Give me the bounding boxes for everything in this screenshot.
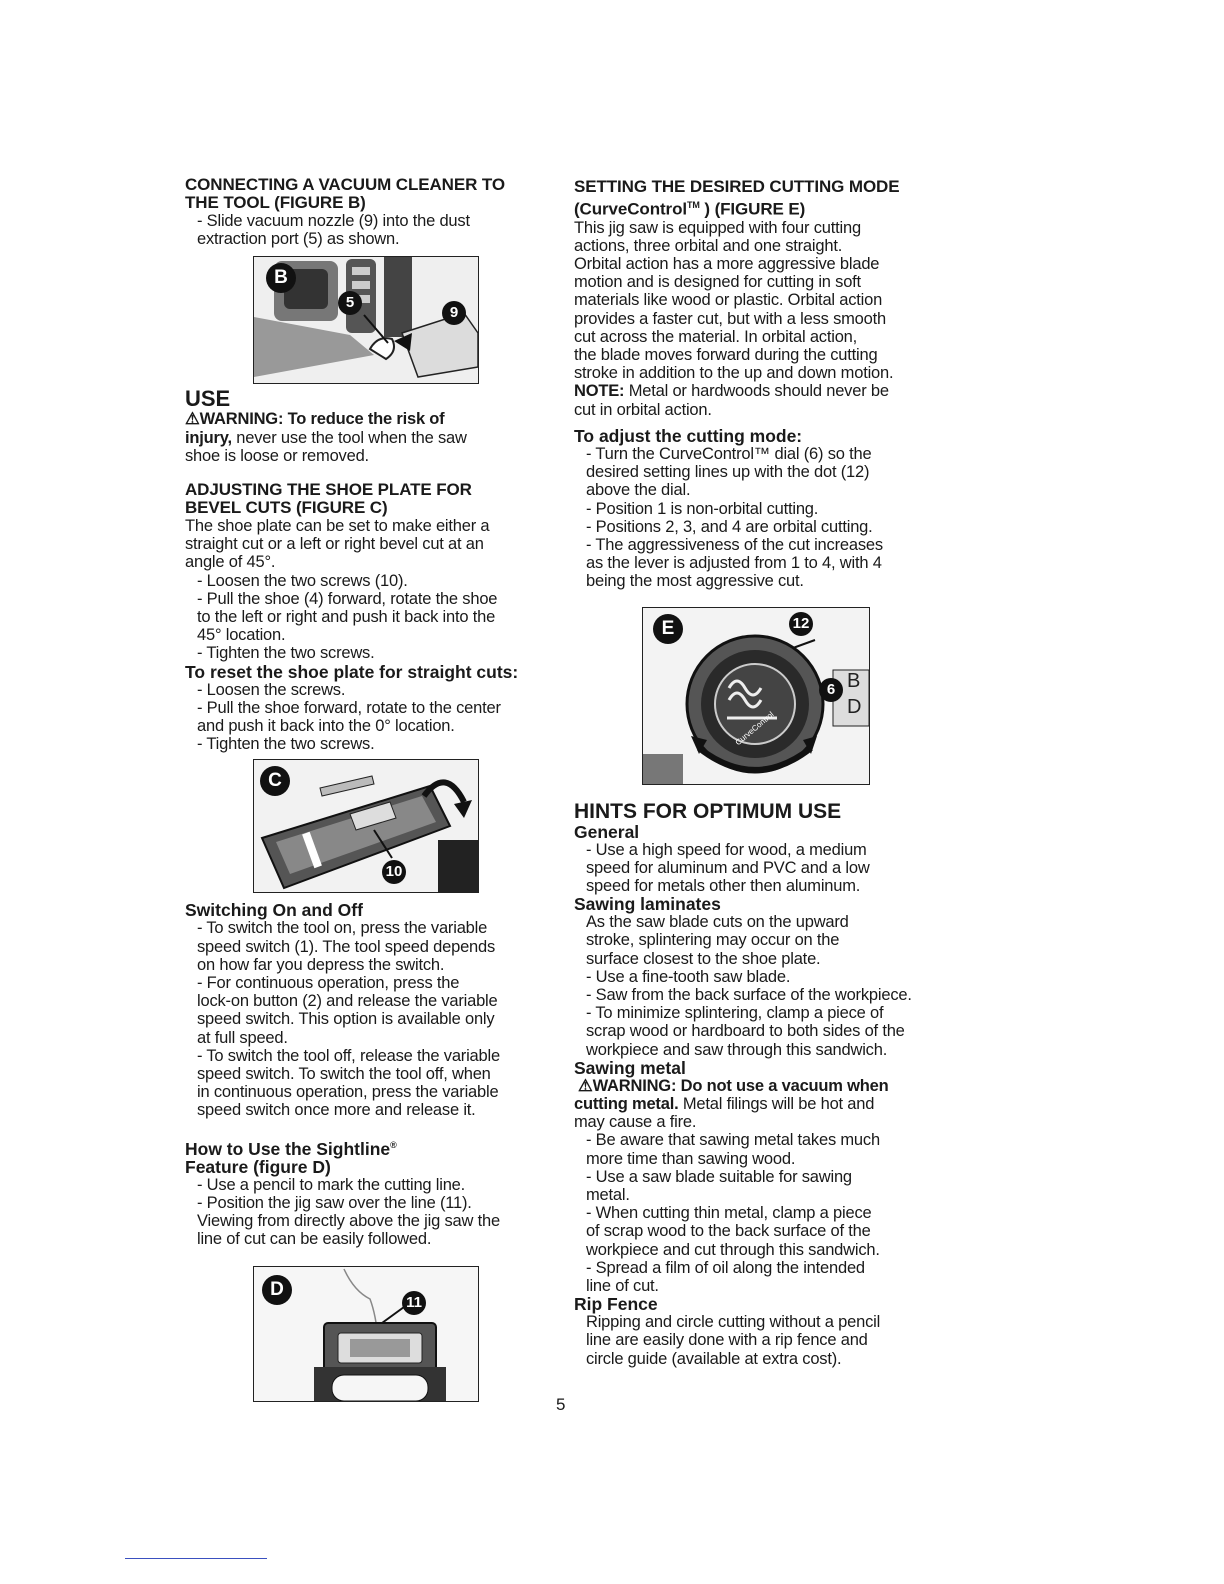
figure-c-badge: C bbox=[260, 766, 290, 796]
metal-warning-line2 bbox=[574, 1095, 944, 1113]
dial-label: CurveControl bbox=[733, 709, 776, 747]
mode-text: motion and is designed for cutting in soft bbox=[574, 273, 861, 292]
hints-title: HINTS FOR OPTIMUM USE bbox=[574, 799, 842, 823]
mode-text: This jig saw is equipped with four cutting bbox=[574, 218, 861, 237]
general-step: - Use a high speed for wood, a medium bbox=[586, 840, 867, 859]
adjust-step: - Position 1 is non-orbital cutting. bbox=[586, 499, 819, 518]
reset-step: - Tighten the two screws. bbox=[197, 735, 375, 754]
mode-heading-line1: SETTING THE DESIRED CUTTING MODE bbox=[574, 177, 900, 196]
adjust-step: as the lever is adjusted from 1 to 4, with 4 bbox=[586, 554, 882, 573]
vacuum-heading-line1: CONNECTING A VACUUM CLEANER TO bbox=[185, 175, 506, 194]
figure-c bbox=[253, 759, 479, 893]
footnote-divider bbox=[125, 1558, 267, 1559]
vacuum-text-line2: extraction port (5) as shown. bbox=[197, 230, 400, 249]
adjust-step: - Positions 2, 3, and 4 are orbital cutting. bbox=[586, 517, 873, 536]
warning-bold2: injury, bbox=[185, 428, 232, 447]
rip-fence-text: circle guide (available at extra cost). bbox=[586, 1349, 842, 1368]
switching-step: on how far you depress the switch. bbox=[197, 955, 445, 974]
trademark-mark: TM bbox=[686, 200, 700, 210]
mode-text: provides a faster cut, but with a less smooth bbox=[574, 309, 886, 328]
metal-step: workpiece and cut through this sandwich. bbox=[586, 1240, 880, 1259]
switching-step: speed switch. This option is available only bbox=[197, 1010, 495, 1029]
mode-text: the blade moves forward during the cutting bbox=[574, 346, 878, 365]
vacuum-heading-line2: THE TOOL (FIGURE B) bbox=[185, 193, 366, 212]
mode-text: stroke in addition to the up and down motion. bbox=[574, 364, 894, 383]
rip-fence-text: line are easily done with a rip fence and bbox=[586, 1331, 868, 1350]
callout-5: 5 bbox=[338, 291, 362, 315]
switching-step: speed switch. To switch the tool off, when bbox=[197, 1065, 491, 1084]
rip-fence-text: Ripping and circle cutting without a pencil bbox=[586, 1313, 881, 1332]
left-column bbox=[185, 176, 555, 1402]
metal-warning-line1 bbox=[574, 1077, 944, 1095]
laminates-step: - Saw from the back surface of the workpiece. bbox=[586, 985, 912, 1004]
sightline-step: - Use a pencil to mark the cutting line. bbox=[197, 1175, 466, 1194]
vacuum-text-line1: - Slide vacuum nozzle (9) into the dust bbox=[197, 212, 470, 230]
note-line2: cut in orbital action. bbox=[574, 400, 712, 419]
shoe-text-line1: The shoe plate can be set to make either a bbox=[185, 517, 490, 536]
laminates-text: stroke, splintering may occur on the bbox=[586, 931, 840, 950]
registered-mark: ® bbox=[390, 1139, 397, 1150]
laminates-step: - To minimize splintering, clamp a piece of bbox=[586, 1004, 884, 1023]
mode-text: materials like wood or plastic. Orbital action bbox=[574, 291, 883, 310]
switching-step: speed switch (1). The tool speed depends bbox=[197, 937, 496, 956]
reset-heading: To reset the shoe plate for straight cuts: bbox=[185, 661, 519, 682]
metal-warning-bold1: WARNING: Do not use a vacuum when bbox=[592, 1076, 889, 1095]
mode-text: cut across the material. In orbital action, bbox=[574, 327, 858, 346]
metal-warning-bold2: cutting metal. bbox=[574, 1094, 679, 1113]
metal-step: line of cut. bbox=[586, 1276, 659, 1295]
sightline-heading-text: How to Use the Sightline bbox=[185, 1138, 391, 1159]
switching-step: - For continuous operation, press the bbox=[197, 974, 460, 993]
metal-heading: Sawing metal bbox=[574, 1057, 686, 1078]
figure-b bbox=[253, 256, 479, 384]
adjust-heading: To adjust the cutting mode: bbox=[574, 425, 803, 446]
mode-heading-line2 bbox=[574, 196, 944, 219]
metal-step: more time than sawing wood. bbox=[586, 1149, 796, 1168]
figure-e-badge: E bbox=[653, 614, 683, 644]
shoe-heading-line2: BEVEL CUTS (FIGURE C) bbox=[185, 498, 388, 518]
switching-step: in continuous operation, press the variable bbox=[197, 1083, 499, 1102]
adjust-step: above the dial. bbox=[586, 481, 691, 500]
general-step: speed for aluminum and PVC and a low bbox=[586, 858, 870, 877]
laminates-step: - Use a fine-tooth saw blade. bbox=[586, 967, 791, 986]
use-title: USE bbox=[185, 386, 231, 412]
warning-icon: ⚠ bbox=[578, 1076, 593, 1095]
laminates-text: As the saw blade cuts on the upward bbox=[586, 913, 849, 932]
shoe-step: 45° location. bbox=[197, 626, 286, 645]
laminates-step: scrap wood or hardboard to both sides of the bbox=[586, 1022, 905, 1041]
mode-heading-b: ) (FIGURE E) bbox=[699, 199, 806, 219]
use-warning-line2 bbox=[185, 429, 555, 447]
use-warning-line3: shoe is loose or removed. bbox=[185, 446, 369, 465]
switching-step: lock-on button (2) and release the variable bbox=[197, 992, 498, 1011]
figure-b-badge: B bbox=[266, 263, 296, 293]
metal-step: of scrap wood to the back surface of the bbox=[586, 1222, 871, 1241]
note-line1 bbox=[574, 382, 944, 400]
shoe-step: - Pull the shoe (4) forward, rotate the shoe bbox=[197, 589, 498, 608]
callout-6: 6 bbox=[819, 678, 843, 702]
callout-11: 11 bbox=[402, 1291, 426, 1315]
callout-12: 12 bbox=[789, 612, 813, 636]
sightline-heading-line1 bbox=[185, 1136, 555, 1158]
reset-step: - Loosen the screws. bbox=[197, 680, 346, 699]
metal-step: metal. bbox=[586, 1185, 630, 1204]
laminates-heading: Sawing laminates bbox=[574, 894, 721, 915]
sightline-heading-line2: Feature (figure D) bbox=[185, 1156, 331, 1177]
switching-step: at full speed. bbox=[197, 1028, 288, 1047]
adjust-step: desired setting lines up with the dot (12) bbox=[586, 463, 870, 482]
warning-icon: ⚠ bbox=[185, 410, 200, 429]
shoe-heading-line1: ADJUSTING THE SHOE PLATE FOR bbox=[185, 480, 472, 500]
switching-step: - To switch the tool off, release the variable bbox=[197, 1046, 500, 1065]
metal-warning-line3: may cause a fire. bbox=[574, 1113, 697, 1132]
shoe-text-line3: angle of 45°. bbox=[185, 553, 276, 572]
laminates-step: workpiece and saw through this sandwich. bbox=[586, 1040, 888, 1059]
laminates-text: surface closest to the shoe plate. bbox=[586, 949, 821, 968]
metal-step: - Spread a film of oil along the intended bbox=[586, 1258, 865, 1277]
switching-heading: Switching On and Off bbox=[185, 900, 363, 921]
warning-bold1: WARNING: To reduce the risk of bbox=[199, 410, 445, 429]
mode-text: actions, three orbital and one straight. bbox=[574, 236, 843, 255]
mode-heading-a: (CurveControl bbox=[574, 199, 687, 219]
side-letter-b: B bbox=[847, 669, 861, 692]
shoe-step: to the left or right and push it back into the bbox=[197, 608, 496, 627]
note-label: NOTE: bbox=[574, 382, 625, 401]
switching-step: - To switch the tool on, press the variable bbox=[197, 919, 488, 938]
mode-text: Orbital action has a more aggressive blade bbox=[574, 255, 880, 274]
sightline-step: line of cut can be easily followed. bbox=[197, 1230, 432, 1249]
reset-step: and push it back into the 0° location. bbox=[197, 717, 455, 736]
rip-fence-heading: Rip Fence bbox=[574, 1294, 658, 1315]
note-rest: Metal or hardwoods should never be bbox=[624, 382, 889, 401]
right-column bbox=[574, 176, 944, 1368]
general-heading: General bbox=[574, 821, 640, 842]
switching-step: speed switch once more and release it. bbox=[197, 1101, 476, 1120]
general-step: speed for metals other then aluminum. bbox=[586, 876, 861, 895]
sightline-step: - Position the jig saw over the line (11). bbox=[197, 1193, 472, 1212]
metal-step: - When cutting thin metal, clamp a piece bbox=[586, 1204, 872, 1223]
reset-step: - Pull the shoe forward, rotate to the center bbox=[197, 698, 501, 717]
figure-e bbox=[642, 607, 870, 785]
figure-d bbox=[253, 1266, 479, 1402]
metal-step: - Be aware that sawing metal takes much bbox=[586, 1131, 880, 1150]
use-warning bbox=[185, 410, 555, 428]
warning-rest1: never use the tool when the saw bbox=[231, 428, 467, 447]
figure-d-badge: D bbox=[262, 1275, 292, 1305]
page-number: 5 bbox=[556, 1395, 566, 1414]
side-letter-d: D bbox=[847, 695, 862, 718]
shoe-step: - Tighten the two screws. bbox=[197, 644, 375, 663]
callout-10: 10 bbox=[382, 860, 406, 884]
adjust-step: - Turn the CurveControl™ dial (6) so the bbox=[586, 444, 872, 463]
adjust-step: - The aggressiveness of the cut increases bbox=[586, 535, 883, 554]
shoe-text-line2: straight cut or a left or right bevel cut at an bbox=[185, 535, 484, 554]
sightline-step: Viewing from directly above the jig saw the bbox=[197, 1211, 500, 1230]
metal-step: - Use a saw blade suitable for sawing bbox=[586, 1167, 852, 1186]
metal-warning-rest1: Metal filings will be hot and bbox=[678, 1094, 875, 1113]
shoe-step: - Loosen the two screws (10). bbox=[197, 571, 408, 590]
adjust-step: being the most aggressive cut. bbox=[586, 572, 804, 591]
callout-9: 9 bbox=[442, 301, 466, 325]
